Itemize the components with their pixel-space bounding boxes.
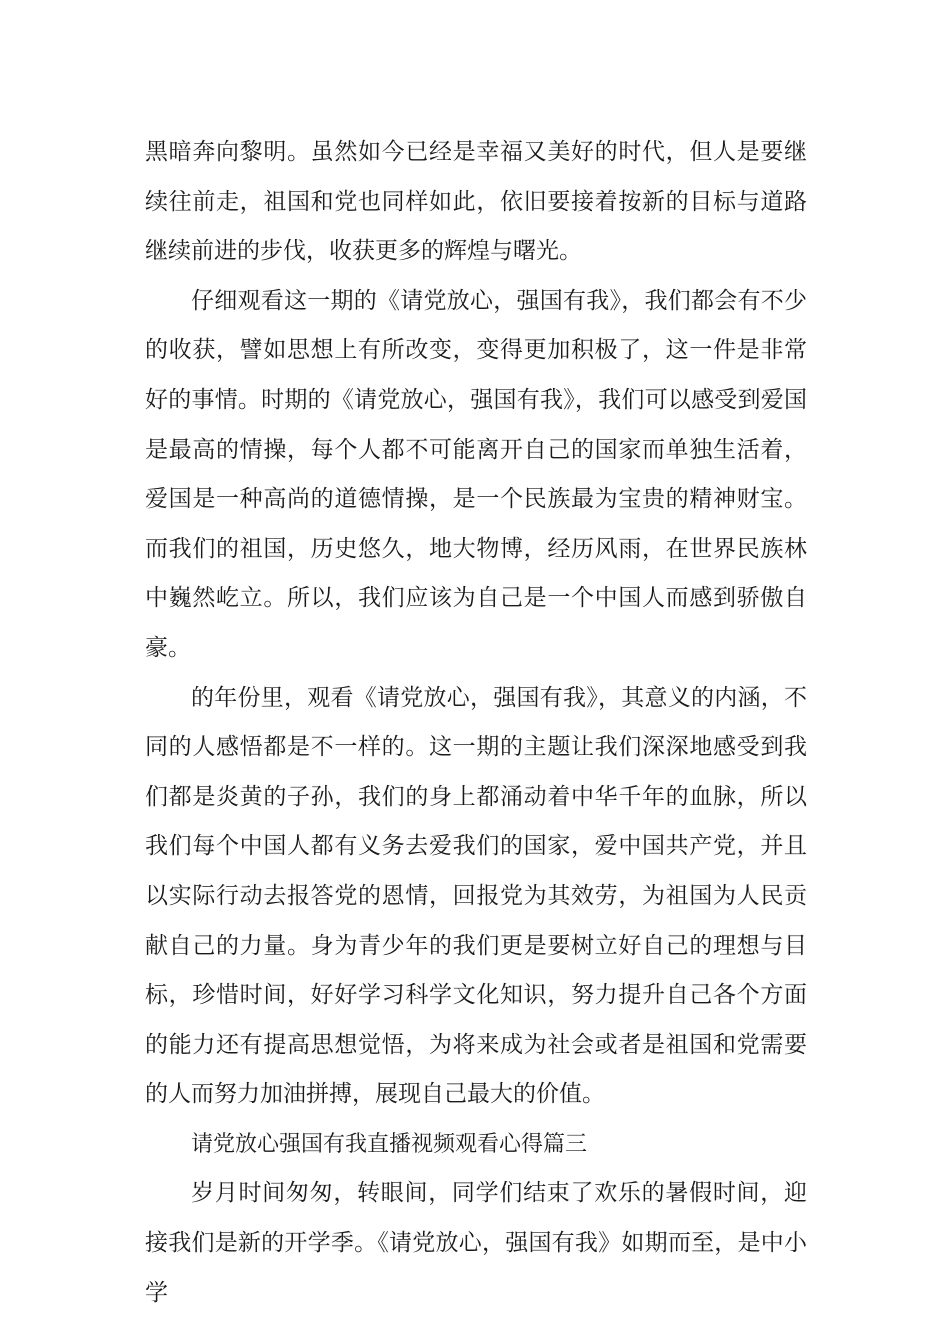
paragraph: 岁月时间匆匆，转眼间，同学们结束了欢乐的暑假时间，迎接我们是新的开学季。《请党放心，强国有我》如期而至，是中小学 <box>145 1180 807 1306</box>
document-body <box>145 128 807 1318</box>
paragraph: 仔细观看这一期的《请党放心，强国有我》，我们都会有不少的收获，譬如思想上有所改变，变得更加积极了，这一件是非常好的事情。时期的《请党放心，强国有我》，我们可以感受到爱国是最高的情操，每个人都不可能离开自己的国家而单独生活着，爱国是一种高尚的道德情操，是一个民族最为宝贵的精神财宝。而我们的祖国，历史悠久，地大物博，经历风雨，在世界民族林中巍然屹立。所以，我们应该为自己是一个中国人而感到骄傲自豪。 <box>145 287 807 661</box>
paragraph: 的年份里，观看《请党放心，强国有我》，其意义的内涵，不同的人感悟都是不一样的。这一期的主题让我们深深地感受到我们都是炎黄的子孙，我们的身上都涌动着中华千年的血脉，所以我们每个中国人都有义务去爱我们的国家，爱中国共产党，并且以实际行动去报答党的恩情，回报党为其效劳，为祖国为人民贡献自己的力量。身为青少年的我们更是要树立好自己的理想与目标，珍惜时间，好好学习科学文化知识，努力提升自己各个方面的能力还有提高思想觉悟，为将来成为社会或者是祖国和党需要的人而努力加油拼搏，展现自己最大的价值。 <box>145 684 807 1108</box>
section-heading: 请党放心强国有我直播视频观看心得篇三 <box>191 1131 588 1157</box>
paragraph-continuation: 黑暗奔向黎明。虽然如今已经是幸福又美好的时代，但人是要继续往前走，祖国和党也同样如此，依旧要接着按新的目标与道路继续前进的步伐，收获更多的辉煌与曙光。 <box>145 139 807 265</box>
